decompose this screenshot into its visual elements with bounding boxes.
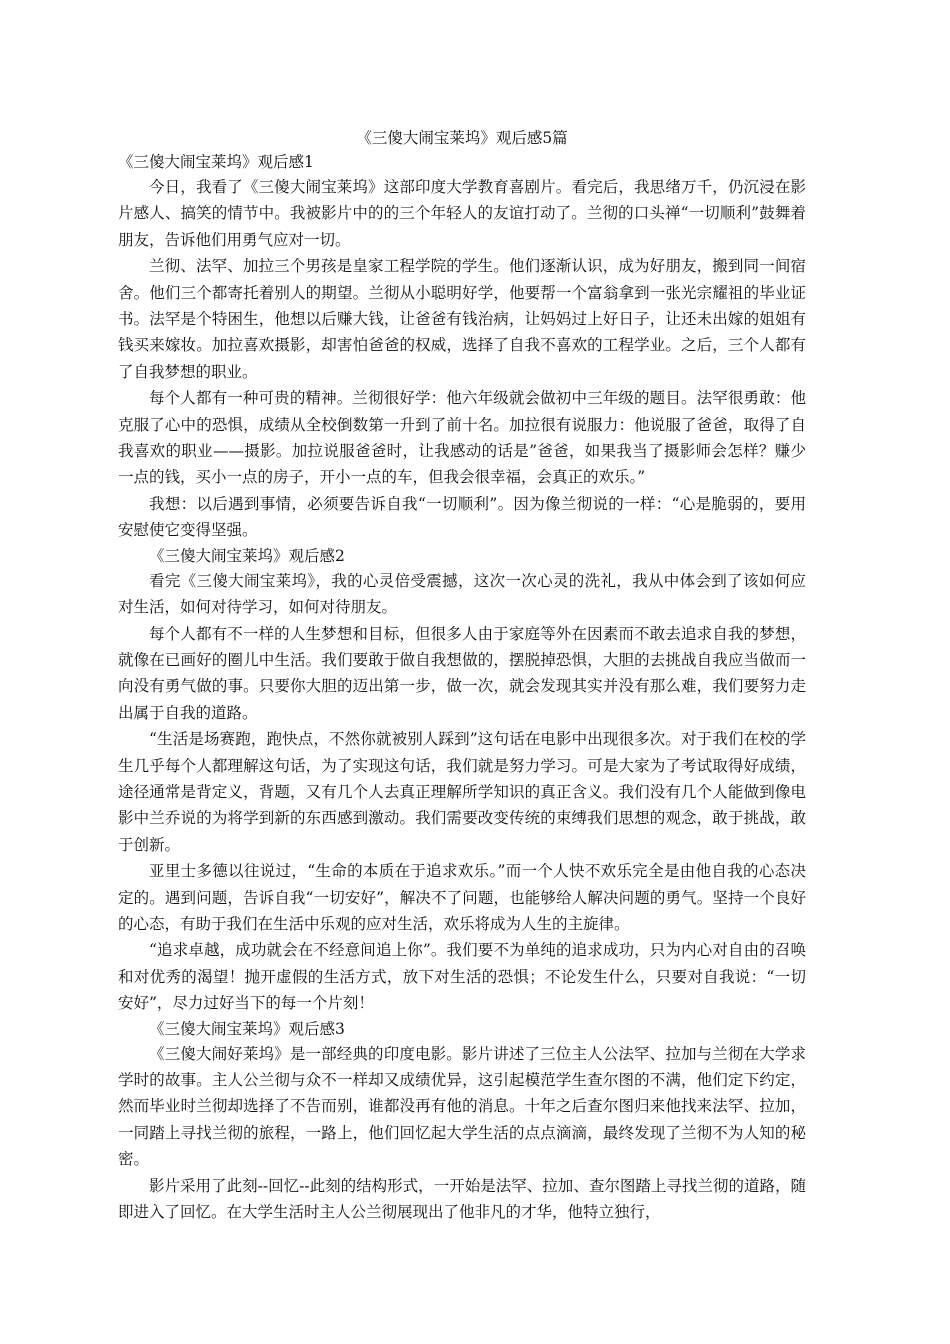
document-body <box>118 150 806 1225</box>
paragraph: 影片采用了此刻--回忆--此刻的结构形式，一开始是法罕、拉加、查尔图踏上寻找兰彻的道路，随即进入了回忆。在大学生活时主人公兰彻展现出了他非凡的才华，他特立独行， <box>118 1176 806 1222</box>
paragraph: 今日，我看了《三傻大闹宝莱坞》这部印度大学教育喜剧片。看完后，我思绪万千，仍沉浸在影片感人、搞笑的情节中。我被影片中的的三个年轻人的友谊打动了。兰彻的口头禅“一切顺利”鼓舞着朋友，告诉他们用勇气应对一切。 <box>118 178 806 249</box>
paragraph: “追求卓越，成功就会在不经意间追上你”。我们要不为单纯的追求成功，只为内心对自由的召唤和对优秀的渴望！抛开虚假的生活方式，放下对生活的恐惧；不论发生什么，只要对自我说：“一切安好”，尽力过好当下的每一个片刻！ <box>118 941 806 1013</box>
section-heading: 《三傻大闹宝莱坞》观后感3 <box>149 1019 345 1038</box>
paragraph: 兰彻、法罕、加拉三个男孩是皇家工程学院的学生。他们逐渐认识，成为好朋友，搬到同一间宿舍。他们三个都寄托着别人的期望。兰彻从小聪明好学，他要帮一个富翁拿到一张光宗耀祖的毕业证书。法罕是个特困生，他想以后赚大钱，让爸爸有钱治病，让妈妈过上好日子，让还未出嫁的姐姐有钱买来嫁妆。加拉喜欢摄影，却害怕爸爸的权威，选择了自我不喜欢的工程学业。之后，三个人都有了自我梦想的职业。 <box>118 257 806 381</box>
document-title: 《三傻大闹宝莱坞》观后感5篇 <box>356 129 568 147</box>
paragraph: “生活是场赛跑，跑快点，不然你就被别人踩到”这句话在电影中出现很多次。对于我们在校的学生几乎每个人都理解这句话，为了实现这句话，我们就是努力学习。可是大家为了考试取得好成绩，途径通常是背定义，背题，又有几个人去真正理解所学知识的真正含义。我们没有几个人能做到像电影中兰乔说的为将学到新的东西感到激动。我们需要改变传统的束缚我们思想的观念，敢于挑战，敢于创新。 <box>118 730 806 854</box>
document-page <box>118 126 806 1225</box>
paragraph: 《三傻大闹好莱坞》是一部经典的印度电影。影片讲述了三位主人公法罕、拉加与兰彻在大学求学时的故事。主人公兰彻与众不一样却又成绩优异，这引起模范学生查尔图的不满，他们定下约定，然而毕业时兰彻却选择了不告而别，谁都没再有他的消息。十年之后查尔图归来他找来法罕、拉加，一同踏上寻找兰彻的旅程，一路上，他们回忆起大学生活的点点滴滴，最终发现了兰彻不为人知的秘密。 <box>118 1044 806 1169</box>
paragraph: 我想：以后遇到事情，必须要告诉自我“一切顺利”。因为像兰彻说的一样：“心是脆弱的，要用安慰使它变得坚强。 <box>118 494 806 540</box>
paragraph: 看完《三傻大闹宝莱坞》，我的心灵倍受震撼，这次一次心灵的洗礼，我从中体会到了该如何应对生活，如何对待学习，如何对待朋友。 <box>118 571 806 617</box>
section-heading: 《三傻大闹宝莱坞》观后感2 <box>149 546 345 565</box>
paragraph: 每个人都有不一样的人生梦想和目标，但很多人由于家庭等外在因素而不敢去追求自我的梦想，就像在已画好的圈儿中生活。我们要敢于做自我想做的，摆脱掉恐惧，大胆的去挑战自我应当做而一向没有勇气做的事。只要你大胆的迈出第一步，做一次，就会发现其实并没有那么难，我们要努力走出属于自我的道路。 <box>118 624 806 722</box>
paragraph: 每个人都有一种可贵的精神。兰彻很好学：他六年级就会做初中三年级的题目。法罕很勇敢：他克服了心中的恐惧，成绩从全校倒数第一升到了前十名。加拉很有说服力：他说服了爸爸，取得了自我喜欢的职业——摄影。加拉说服爸爸时，让我感动的话是”爸爸，如果我当了摄影师会怎样？赚少一点的钱，买小一点的房子，开小一点的车，但我会很幸福，会真正的欢乐。” <box>118 389 806 487</box>
paragraph: 亚里士多德以往说过，“生命的本质在于追求欢乐。”而一个人快不欢乐完全是由他自我的心态决定的。遇到问题，告诉自我“一切安好”，解决不了问题，也能够给人解决问题的勇气。坚持一个良好的心态，有助于我们在生活中乐观的应对生活，欢乐将成为人生的主旋律。 <box>118 862 806 933</box>
section-heading: 《三傻大闹宝莱坞》观后感1 <box>118 153 314 171</box>
